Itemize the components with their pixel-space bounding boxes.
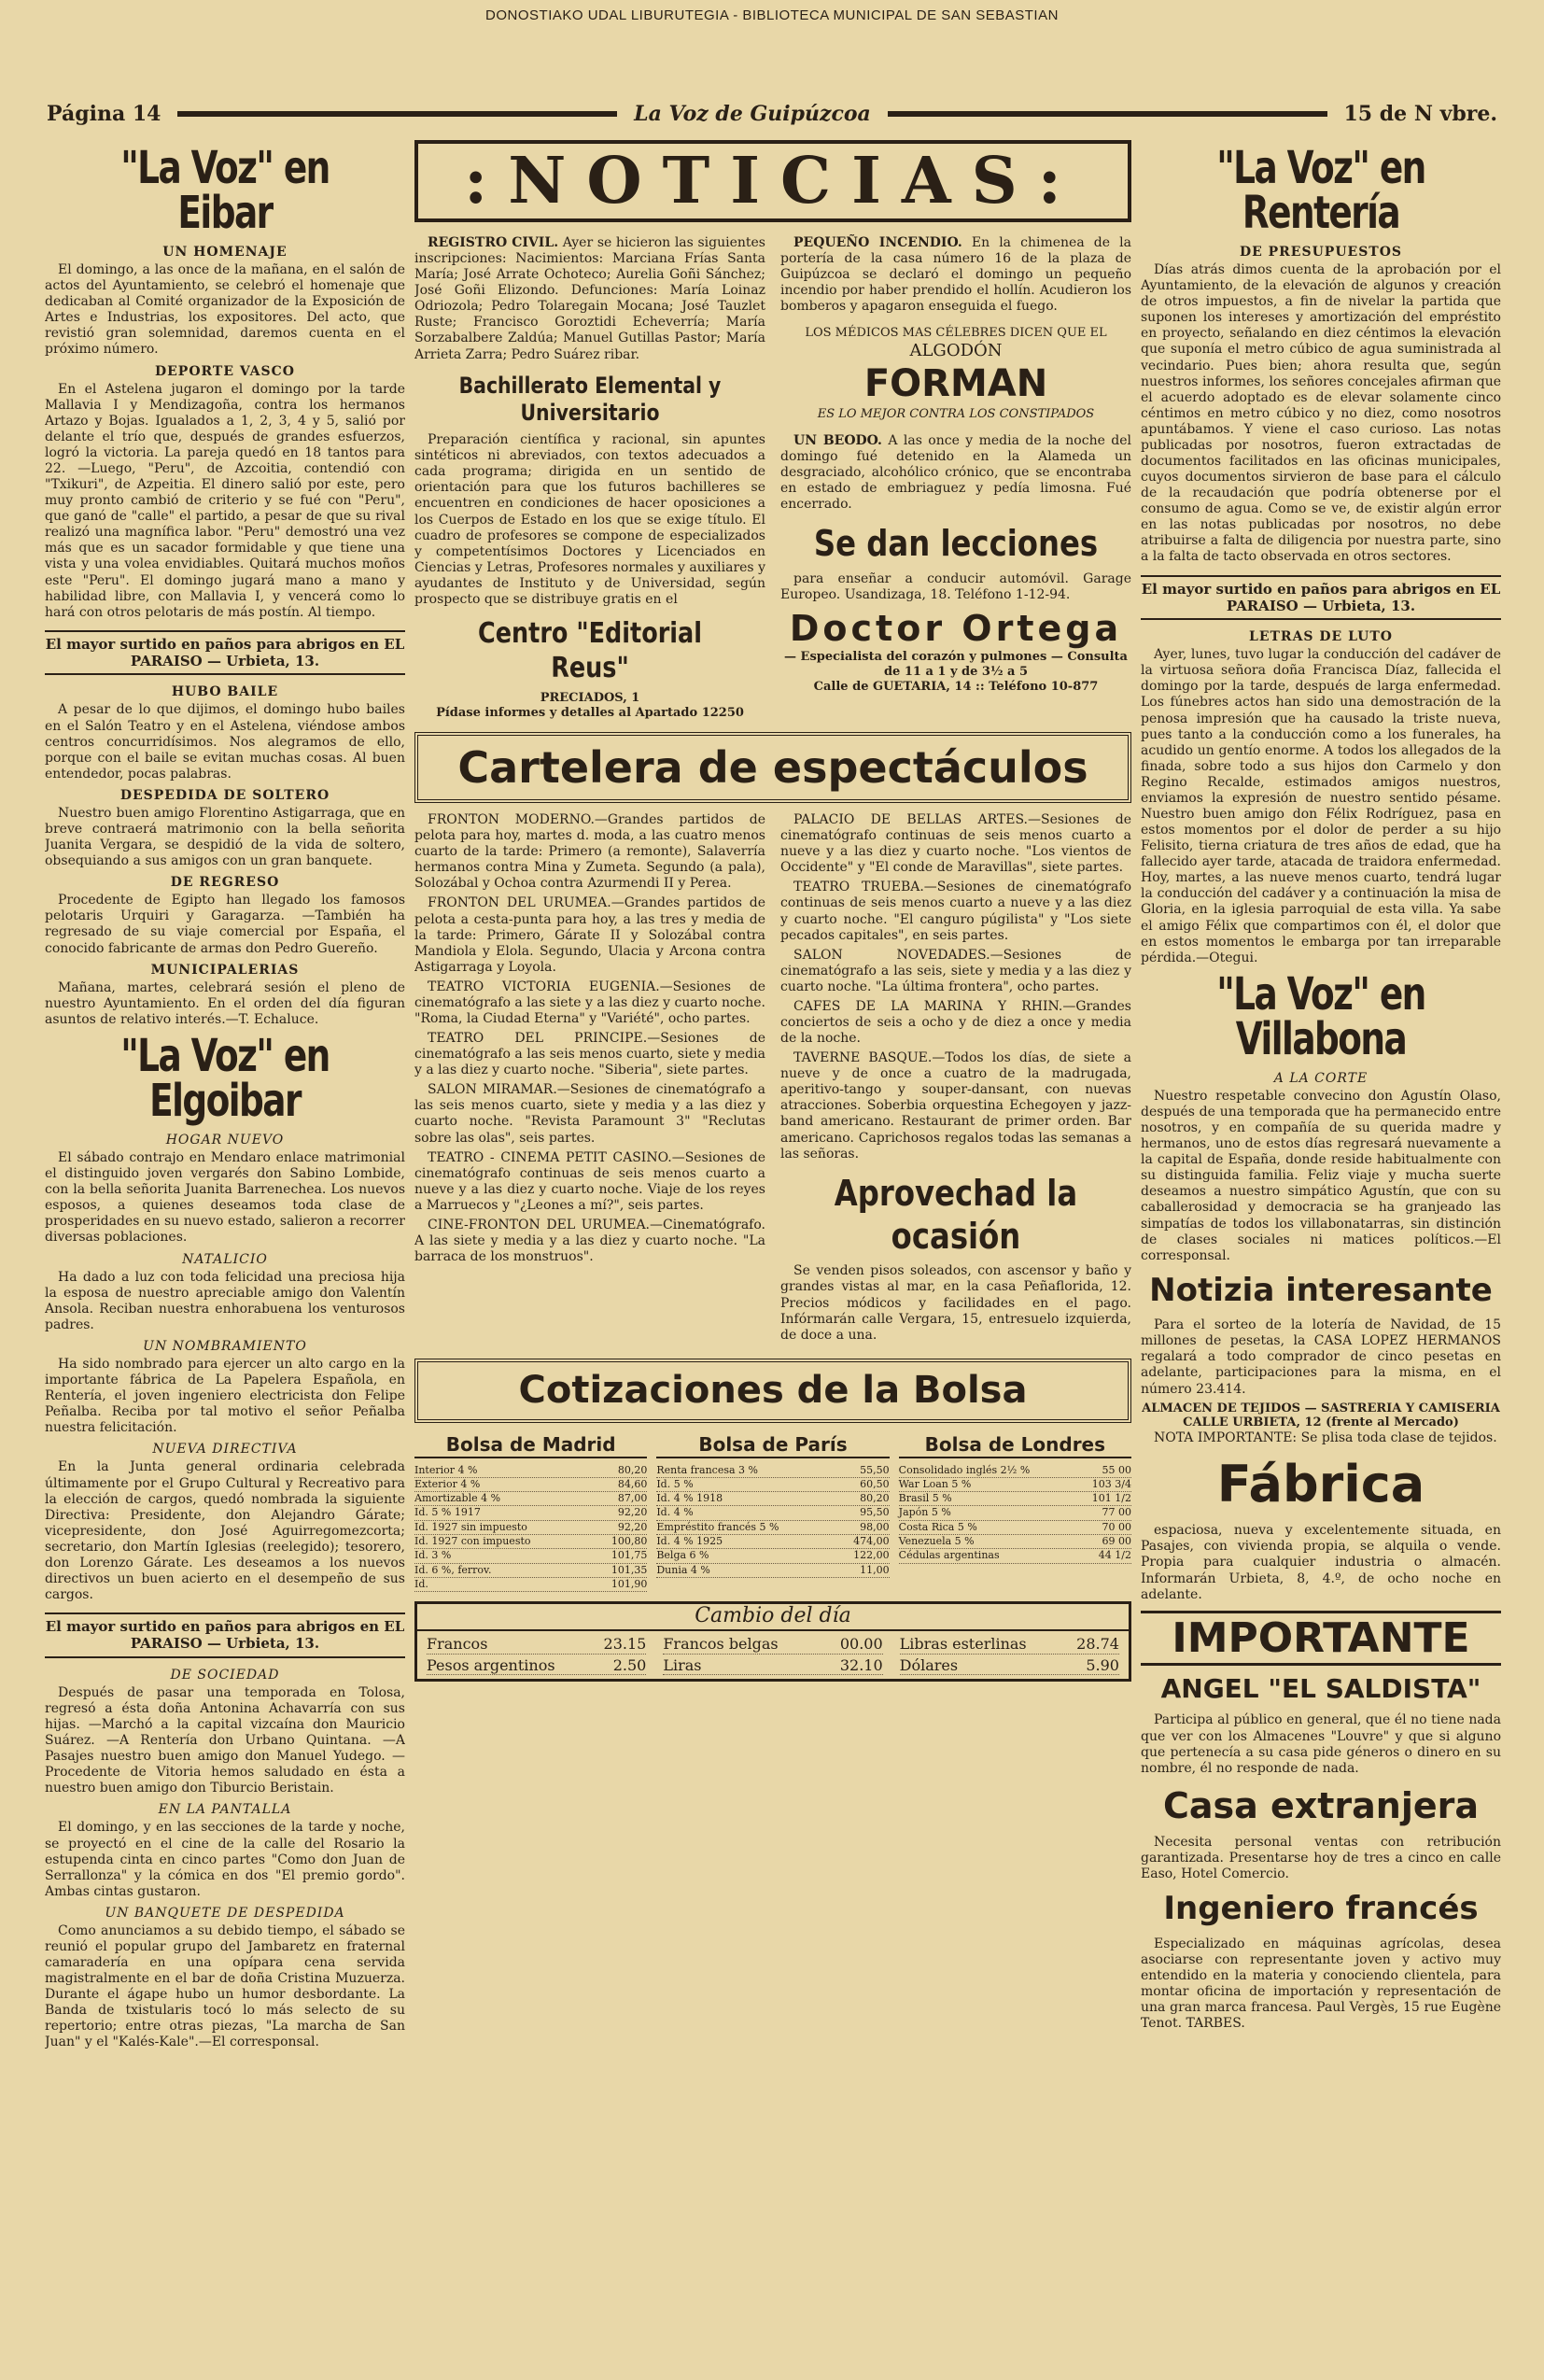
doctor-address: Calle de GUETARIA, 14 :: Teléfono 10-877 bbox=[813, 679, 1099, 694]
security-name: Id. 4 % 1925 bbox=[656, 1535, 723, 1548]
security-price: 11,00 bbox=[860, 1563, 890, 1576]
fabrica-title: Fábrica bbox=[1216, 1455, 1425, 1514]
table-row bbox=[414, 1506, 647, 1520]
listing: TEATRO DEL PRINCIPE.—Sesiones de cinematógrafo a las seis menos cuarto, siete y media y a las diez y cuarto noche. "Siberia", siete partes. bbox=[414, 1031, 765, 1078]
section-text: Mañana, martes, celebrará sesión el pleno de nuestro Ayuntamiento. En el orden del día figuran asuntos de relativo interés.—T. Echaluce. bbox=[45, 979, 405, 1027]
masthead bbox=[47, 101, 1497, 127]
cambio-row bbox=[663, 1656, 882, 1676]
security-name: Venezuela 5 % bbox=[898, 1535, 975, 1548]
security-price: 69 00 bbox=[1102, 1535, 1131, 1548]
elgoibar-title: "La Voz" en Elgoibar bbox=[120, 1029, 330, 1127]
elgoibar-sections-2 bbox=[45, 1668, 405, 2051]
section-text: Como anunciamos a su debido tiempo, el sábado se reunió el popular grupo del Jambaretz en fraternal camaradería en una opípara cena servida magistralmente en el bar de doña Cristina Muzuerza. Durante el ágape hubo un humor desbordante. La Banda de txistularis tocó lo más selecto de su repertorio; entre otras piezas, "La marcha de San Juan" y el "Kalés-Kale".—El corresponsal. bbox=[45, 1922, 405, 2050]
section-text: El domingo, a las once de la mañana, en el salón de actos del Ayuntamiento, se celebró el homenaje que dedicaban al Comité organizador de la Exposición de Artes e Industrias, los expositores. Del acto, que revistió gran solemnidad, daremos cuenta en el próximo número. bbox=[45, 262, 405, 358]
bachillerato-text: Preparación científica y racional, sin apuntes sintéticos ni abreviados, con textos adecuados a cada programa; dirigida en un sentido de orientación para que los futuros bachilleres se encuentren en condiciones de hacer oposiciones a los Cuerpos de Estado en los que se exige título. El cuadro de profesores se compone de especializados y competentísimos Doctores y Licenciados en Ciencias y Letras, Profesores normales y auxiliares y ayudantes de Instituto y de Universidad, según prospecto que se distribuye gratis en el bbox=[414, 432, 765, 607]
notizia-note: NOTA IMPORTANTE: Se plisa toda clase de tejidos. bbox=[1154, 1430, 1497, 1446]
security-name: Dunia 4 % bbox=[656, 1563, 710, 1576]
security-name: Interior 4 % bbox=[414, 1463, 478, 1476]
cartelera-right bbox=[780, 812, 1131, 1347]
bolsa-madrid bbox=[414, 1432, 647, 1593]
currency-rate: 00.00 bbox=[839, 1635, 883, 1654]
section-head: LETRAS DE LUTO bbox=[1249, 629, 1393, 645]
table-row bbox=[414, 1535, 647, 1549]
security-name: Empréstito francés 5 % bbox=[656, 1520, 779, 1533]
security-name: Brasil 5 % bbox=[898, 1492, 952, 1505]
currency-name: Francos belgas bbox=[663, 1635, 779, 1654]
table-row bbox=[899, 1478, 1131, 1492]
security-price: 70 00 bbox=[1102, 1520, 1131, 1533]
cambio-row bbox=[900, 1635, 1119, 1655]
table-row bbox=[899, 1549, 1131, 1563]
security-price: 101,90 bbox=[611, 1577, 648, 1590]
section-head: DE SOCIEDAD bbox=[170, 1667, 280, 1683]
casa-text: Necesita personal ventas con retribución garantizada. Presentarse hoy de tres a cinco en calle Easo, Hotel Comercio. bbox=[1141, 1835, 1501, 1882]
section-head: NUEVA DIRECTIVA bbox=[152, 1442, 298, 1458]
listing: SALON NOVEDADES.—Sesiones de cinematógrafo a las seis, siete y media y a las diez y cuarto noche. "La última frontera", ocho partes. bbox=[780, 947, 1131, 994]
forman-line2: ALGODÓN bbox=[909, 341, 1003, 361]
table-row bbox=[899, 1535, 1131, 1549]
elgoibar-sections bbox=[45, 1133, 405, 1603]
security-price: 101,35 bbox=[611, 1563, 648, 1576]
cambio-row bbox=[663, 1635, 882, 1655]
eibar-sections-2 bbox=[45, 684, 405, 1028]
ingeniero-title: Ingeniero francés bbox=[1163, 1890, 1479, 1928]
ingeniero-text: Especializado en máquinas agrícolas, desea asociarse con representante joven y activo muy entendido en la materia y conociendo clientela, para montar oficina de importación y representación de una gran marca francesa. Paul Vergès, 15 rue Eugène Tenot. TARBES. bbox=[1141, 1936, 1501, 2032]
paraiso-ad: El mayor surtido en paños para abrigos en EL PARAISO — Urbieta, 13. bbox=[45, 630, 405, 676]
currency-name: Libras esterlinas bbox=[899, 1635, 1027, 1654]
paraiso-ad-3: El mayor surtido en paños para abrigos en EL PARAISO — Urbieta, 13. bbox=[1141, 575, 1501, 621]
section-text: Nuestro buen amigo Florentino Astigarraga, que en breve contraerá matrimonio con la bella señorita Juanita Vergara, se despidió de la vida de soltero, obsequiando a sus amigos con un gran banquete. bbox=[45, 805, 405, 869]
section-head: UN BANQUETE DE DESPEDIDA bbox=[105, 1905, 345, 1921]
security-price: 80,20 bbox=[617, 1463, 648, 1476]
section-head: HOGAR NUEVO bbox=[165, 1132, 285, 1148]
noticias-header: :NOTICIAS: bbox=[414, 140, 1131, 222]
security-price: 87,00 bbox=[617, 1492, 648, 1505]
table-row bbox=[414, 1549, 647, 1563]
security-name: Id. 5 % 1917 bbox=[414, 1506, 481, 1519]
forman-line1: LOS MÉDICOS MAS CÉLEBRES DICEN QUE EL bbox=[805, 326, 1107, 341]
eibar-sections bbox=[45, 245, 405, 621]
currency-rate: 5.90 bbox=[1086, 1655, 1119, 1674]
table-row bbox=[656, 1549, 889, 1563]
cambio-row bbox=[427, 1656, 646, 1676]
right-column bbox=[1141, 140, 1501, 2361]
ocasion-title: Aprovechad la ocasión bbox=[834, 1172, 1078, 1258]
section-text: Después de pasar una temporada en Tolosa, regresó a ésta doña Antonina Achavarría con sus hijas. —Marchó a la capital vizcaína don Mauricio Suárez. —A Rentería don Urbano Quintana. —A Pasajes nuestro buen amigo don Manuel Yudego. —Procedente de Vitoria hemos saludado en ésta a nuestro buen amigo don Tiburcio Beristain. bbox=[45, 1684, 405, 1796]
table-row bbox=[899, 1464, 1131, 1478]
section-head: UN HOMENAJE bbox=[162, 245, 288, 260]
bolsa-heading: Bolsa de París bbox=[656, 1432, 889, 1458]
security-price: 100,80 bbox=[611, 1535, 648, 1548]
listing: FRONTON MODERNO.—Grandes partidos de pelota para hoy, martes d. moda, a las cuatro menos cuarto de la tarde: Primero (a remonte), Salaverría hermanos contra Mina y Zumeta. Segundo (a pala), Solozábal y Ochoa contra Azurmendi II y Perea. bbox=[414, 812, 765, 892]
security-price: 101 1/2 bbox=[1091, 1492, 1131, 1505]
pequeno-incendio: PEQUEÑO INCENDIO. En la chimenea de la portería de la casa número 16 de la plaza de Guipúzcoa se declaró el domingo un pequeño incendio por haber prendido el hollín. Acudieron los bomberos y apagaron enseguida el fuego. bbox=[780, 235, 1131, 315]
forman-ad bbox=[780, 326, 1131, 421]
cambio-row bbox=[427, 1635, 646, 1655]
bolsa-heading: Bolsa de Madrid bbox=[414, 1432, 647, 1458]
bolsa-paris bbox=[656, 1432, 889, 1593]
bolsa-tables bbox=[414, 1432, 1131, 1593]
currency-rate: 28.74 bbox=[1076, 1635, 1119, 1654]
villabona-title: "La Voz" en Villabona bbox=[1216, 967, 1425, 1065]
table-row bbox=[656, 1478, 889, 1492]
newspaper-title: La Voz de Guipúzcoa bbox=[634, 102, 871, 126]
section-head: HUBO BAILE bbox=[171, 684, 279, 700]
section-text: Nuestro respetable convecino don Agustín Olaso, después de una temporada que ha permanecido entre nosotros, y en compañía de su querida madre y hermanos, uno de estos días regresará nuevamente a la capital de España, donde reside habitualmente con su distinguida familia. Feliz viaje y mucha suerte deseamos a nuestro simpático Agustín, que con su caballerosidad y democracia se ha granjeado las simpatías de todos los villabonatarras, sin distinción de clases sociales ni matices políticos.—El corresponsal. bbox=[1141, 1088, 1501, 1263]
lecciones-text: para enseñar a conducir automóvil. Garage Europeo. Usandizaga, 18. Teléfono 1-12-94. bbox=[780, 570, 1131, 602]
notizia-text: Para el sorteo de la lotería de Navidad, de 15 millones de pesetas, la CASA LOPEZ HERMANOS regalará a todo comprador de cinco pesetas en adelante, participaciones para la misma, en el número 23.414. bbox=[1141, 1317, 1501, 1397]
security-price: 77 00 bbox=[1102, 1506, 1131, 1519]
eibar-title: "La Voz" en Eibar bbox=[120, 142, 330, 239]
section-text: Ayer, lunes, tuvo lugar la conducción del cadáver de la virtuosa señora doña Francisca Díaz, fallecida el domingo por la tarde, después de larga enfermedad. Los fúnebres actos han sido una demostración de la penosa impresión que ha causado la triste nueva, pues tanto a la conducción como a los funerales, ha acudido un gentío enorme. A todos los allegados de la finada, sobre todo a sus hijos don Carmelo y don Regino Recalde, estimados amigos nuestros, enviamos la expresión de nuestro sentido pésame. Nuestro buen amigo don Félix Rodríguez, pasa en estos momentos por el dolor de perder a su hijo Felisito, tierna criatura de tres años de edad, que ha fallecido ayer tarde, atacada de traidora enfermedad. Hoy, martes, a las nueve menos cuarto, tendrá lugar la conducción del cadáver y a continuación la misa de Gloria, en la iglesia parroquial de esta villa. Ya sabe el amigo Félix que compartimos con él, el dolor que en estos momentos le embarga por tan irreparable pérdida.—Otegui. bbox=[1141, 647, 1501, 965]
table-row bbox=[899, 1492, 1131, 1506]
issue-date: 15 de N vbre. bbox=[1343, 102, 1497, 126]
section-text: En el Astelena jugaron el domingo por la tarde Mallavia I y Mendizagoña, contra los hermanos Artazo y Bojas. Igualados a 1, 2, 3, 4 y 5, salió por delante el trío que, después de grandes esfuerzos, logró la victoria. La pareja quedó en 18 tantos para 22. —Luego, "Peru", de Azcoitia, contendió con "Txikuri", de Azpeitia. El dinero salió por este, pero muy pronto cambió de criterio y se fué con "Peru", que ganó de "calle" el partido, a pesar de que su rival realizó una magnífica labor. "Peru" demostró una vez más que es un sacador formidable y que tiene una vista y una volea envidiables. Quitará muchos moños este "Peru". El domingo jugará mano a mano y habilidad libre, con Mallavia I, y vencerá como lo hará con otros pelotaris de más postín. Al tiempo. bbox=[45, 381, 405, 620]
section-text: A pesar de lo que dijimos, el domingo hubo bailes en el Salón Teatro y en el Astelena, viéndose ambos centros concurridísimos. Nos alegramos de ello, porque con el baile se evitan muchas cosas. Al buen entendedor, pocas palabras. bbox=[45, 702, 405, 782]
table-row bbox=[656, 1521, 889, 1535]
security-name: Id. 1927 con impuesto bbox=[414, 1535, 531, 1548]
listing: PALACIO DE BELLAS ARTES.—Sesiones de cinematógrafo continuas de seis menos cuarto a nueve y a las diez y cuarto noche. "Los vientos de Occidente" y "El conde de Maravillas", siete partes. bbox=[780, 812, 1131, 876]
security-name: Id. 1927 sin impuesto bbox=[414, 1520, 527, 1533]
listing: TEATRO - CINEMA PETIT CASINO.—Sesiones de cinematógrafo continuas de seis menos cuarto a nueve y a las diez y cuarto noche. Viaje de los reyes a Marruecos y "¿Leones a mí?", seis partes. bbox=[414, 1149, 765, 1213]
table-row bbox=[899, 1521, 1131, 1535]
security-name: Belga 6 % bbox=[656, 1549, 709, 1562]
renteria-title: "La Voz" en Rentería bbox=[1216, 142, 1425, 239]
security-price: 55,50 bbox=[860, 1463, 890, 1476]
cambio-title: Cambio del día bbox=[417, 1604, 1129, 1631]
cartelera-left bbox=[414, 812, 765, 1347]
table-row bbox=[656, 1535, 889, 1549]
security-name: Id. 4 % 1918 bbox=[656, 1492, 723, 1505]
reus-info: Pídase informes y detalles al Apartado 12250 bbox=[436, 706, 744, 721]
cambio-row bbox=[900, 1656, 1119, 1676]
doctor-text: — Especialista del corazón y pulmones — Consulta de 11 a 1 y de 3½ a 5 bbox=[784, 650, 1128, 679]
listing: CAFES DE LA MARINA Y RHIN.—Grandes conciertos de seis a ocho y de diez a once y media de la noche. bbox=[780, 998, 1131, 1047]
listing: TAVERNE BASQUE.—Todos los días, de siete a nueve y de once a cuatro de la madrugada, aperitivo-tango y souper-dansant, con nuevas atracciones. Soberbia orquestina Echegoyen y jazz-band americano. Restaurant de primer orden. Bar americano. Caprichosos regalos todas las semanas a las señoras. bbox=[780, 1050, 1131, 1162]
listing: SALON MIRAMAR.—Sesiones de cinematógrafo a las seis menos cuarto, siete y media y a las diez y cuarto noche. "Revista Paramount 3" "Reclutas sobre las olas", seis partes. bbox=[414, 1082, 765, 1146]
security-name: War Loan 5 % bbox=[898, 1477, 972, 1490]
section-text: Ha dado a luz con toda felicidad una preciosa hija la esposa de nuestro apreciable amigo don Valentín Ansola. Reciban nuestra enhorabuena los venturosos padres. bbox=[45, 1269, 405, 1332]
section-head: DEPORTE VASCO bbox=[155, 363, 295, 379]
section-head: A LA CORTE bbox=[1273, 1070, 1369, 1086]
currency-name: Liras bbox=[663, 1655, 702, 1674]
table-row bbox=[414, 1478, 647, 1492]
section-text: El domingo, y en las secciones de la tarde y noche, se proyectó en el cine de la calle del Rosario la estupenda cinta en cinco partes "Como don Juan de Serrallonza" y la cómica en dos "El premio gordo". Ambas cintas gustaron. bbox=[45, 1820, 405, 1899]
table-row bbox=[656, 1564, 889, 1578]
table-row bbox=[899, 1506, 1131, 1520]
page-number: Página 14 bbox=[47, 102, 161, 126]
listing: FRONTON DEL URUMEA.—Grandes partidos de pelota a cesta-punta para hoy, a las tres y media de la tarde: Primero, Gárate II y Solozábal contra Mandiola y Elola. Segundo, Ulacia y Arcona contra Astigarraga y Loyola. bbox=[414, 895, 765, 975]
table-row bbox=[656, 1464, 889, 1478]
security-name: Id. 5 % bbox=[656, 1477, 694, 1490]
table-row bbox=[656, 1506, 889, 1520]
listing: TEATRO TRUEBA.—Sesiones de cinematógrafo continuas de seis menos cuarto a nueve y a las diez y cuarto noche. "El canguro púgilista" y "Los siete pecados capitales", en seis partes. bbox=[780, 880, 1131, 943]
security-name: Id. 4 % bbox=[656, 1506, 694, 1519]
bolsa-heading: Bolsa de Londres bbox=[899, 1432, 1131, 1458]
notizia-title: Notizia interesante bbox=[1149, 1271, 1493, 1309]
security-name: Id. bbox=[414, 1577, 428, 1590]
table-row bbox=[414, 1564, 647, 1578]
section-text: El sábado contrajo en Mendaro enlace matrimonial el distinguido joven vergarés don Sabino Lombide, con la bella señorita Juanita Barrenechea. Los nuevos esposos, a quienes deseamos toda clase de prosperidades en su nuevo estado, salieron a recorrer diversas poblaciones. bbox=[45, 1150, 405, 1246]
table-row bbox=[414, 1521, 647, 1535]
reus-title: Centro "Editorial Reus" bbox=[477, 617, 702, 684]
cartelera-body bbox=[414, 812, 1131, 1347]
cambio-box bbox=[414, 1601, 1131, 1682]
section-head: UN NOMBRAMIENTO bbox=[143, 1338, 307, 1354]
forman-brand: FORMAN bbox=[863, 362, 1048, 406]
security-price: 84,60 bbox=[617, 1477, 648, 1490]
currency-name: Pesos argentinos bbox=[427, 1655, 555, 1674]
registro-civil: REGISTRO CIVIL. Ayer se hicieron las siguientes inscripciones: Nacimientos: Marciana Frías Santa María; José Arrate Ochoteco; Aurelia Goñi Sánchez; José Goñi Elizondo. Defunciones: María Loinaz Odriozola; Pedro Tolaregain Mocana; José Tauzlet Ruste; Francisco Goroztidi Echeverría; María Sorzabalbere Zaldúa; Manuel Gutillas Pastor; María Arrieta Zarra; Pedro Suárez ribar. bbox=[414, 235, 765, 362]
security-name: Costa Rica 5 % bbox=[898, 1520, 977, 1533]
currency-name: Dólares bbox=[899, 1655, 959, 1674]
listing: TEATRO VICTORIA EUGENIA.—Sesiones de cinematógrafo a las siete y a las diez y cuarto noche. "Roma, la Ciudad Eterna" y "Variété", ocho partes. bbox=[414, 979, 765, 1026]
cartelera-title: Cartelera de espectáculos bbox=[414, 732, 1131, 803]
fabrica-text: espaciosa, nueva y excelentemente situada, en Pasajes, con vivienda propia, se alquila o vende. Propia para cualquier industria o almacén. Informarán Urbieta, 8, 4.º, de ocho noche en adelante. bbox=[1141, 1523, 1501, 1602]
paraiso-ad-2: El mayor surtido en paños para abrigos en EL PARAISO — Urbieta, 13. bbox=[45, 1612, 405, 1658]
notizia-store: ALMACEN DE TEJIDOS — SASTRERIA Y CAMISERIA bbox=[1142, 1401, 1500, 1415]
listing: CINE-FRONTON DEL URUMEA.—Cinematógrafo. A las siete y media y a las diez y cuarto noche. "La barraca de los monstruos". bbox=[414, 1217, 765, 1265]
security-price: 95,50 bbox=[860, 1506, 890, 1519]
importante-title: IMPORTANTE bbox=[1141, 1611, 1501, 1667]
left-column bbox=[45, 140, 405, 2361]
noticias-col-b bbox=[780, 235, 1131, 721]
security-name: Amortizable 4 % bbox=[414, 1492, 501, 1505]
forman-line3: ES LO MEJOR CONTRA LOS CONSTIPADOS bbox=[817, 407, 1095, 421]
table-row bbox=[414, 1578, 647, 1592]
section-head: NATALICIO bbox=[182, 1251, 268, 1267]
notizia-address: CALLE URBIETA, 12 (frente al Mercado) bbox=[1183, 1415, 1459, 1430]
masthead-rule-left bbox=[177, 111, 617, 117]
currency-rate: 2.50 bbox=[612, 1655, 647, 1674]
bachillerato-title: Bachillerato Elemental y Universitario bbox=[458, 372, 722, 426]
security-name: Exterior 4 % bbox=[414, 1477, 481, 1490]
section-head: EN LA PANTALLA bbox=[158, 1802, 292, 1818]
security-price: 474,00 bbox=[853, 1535, 890, 1548]
lecciones-title: Se dan lecciones bbox=[813, 523, 1099, 565]
noticias-col-a bbox=[414, 235, 765, 721]
security-price: 60,50 bbox=[860, 1477, 890, 1490]
section-head: DE REGRESO bbox=[170, 875, 280, 891]
section-head: DESPEDIDA DE SOLTERO bbox=[119, 787, 330, 803]
security-price: 101,75 bbox=[611, 1549, 648, 1562]
renteria-sections bbox=[1141, 245, 1501, 566]
currency-rate: 32.10 bbox=[839, 1655, 883, 1674]
masthead-rule-right bbox=[888, 111, 1327, 117]
security-name: Id. 3 % bbox=[414, 1549, 452, 1562]
section-head: DE PRESUPUESTOS bbox=[1239, 245, 1403, 260]
saldista-text: Participa al público en general, que él no tiene nada que ver con los Almacenes "Louvre" y que si alguno que pertenecía a su casa pide géneros o dinero en su nombre, él no responde de nada. bbox=[1141, 1712, 1501, 1776]
table-row bbox=[414, 1492, 647, 1506]
security-price: 55 00 bbox=[1102, 1463, 1131, 1476]
section-text: Ha sido nombrado para ejercer un alto cargo en la importante fábrica de La Papelera Española, en Rentería, el joven ingeniero electricista don Felipe Peñalba. Reciba por tal motivo el señor Peñalba nuestra felicitación. bbox=[45, 1356, 405, 1436]
security-name: Consolidado inglés 2½ % bbox=[898, 1463, 1031, 1476]
cambio-grid bbox=[417, 1631, 1129, 1679]
archive-banner: DONOSTIAKO UDAL LIBURUTEGIA - BIBLIOTECA MUNICIPAL DE SAN SEBASTIAN bbox=[485, 7, 1059, 23]
security-price: 103 3/4 bbox=[1091, 1477, 1131, 1490]
security-price: 98,00 bbox=[860, 1520, 890, 1533]
bolsa-londres bbox=[899, 1432, 1131, 1593]
section-text: Días atrás dimos cuenta de la aprobación por el Ayuntamiento, de la elevación de algunos y creación de otros impuestos, a fin de nivelar la partida que suponen los intereses y amortización del empréstito en proyecto, señalando en diez céntimos la elevación que suponía el metro cúbico de agua suministrada al vecindario. Pues bien; ahora resulta que, según nuestros informes, los señores concejales afirman que el acuerdo adoptado es de elevar solamente cinco céntimos en metro cúbico y no diez, como nosotros apuntábamos. Y viene el caso curioso. Las notas publicadas por nosotros, fueron extractadas de documentos facilitados en las oficinas municipales, cuyos documentos sirvieron de base para el cálculo de la recaudación que podría obtenerse por el consumo de agua. Como se ve, de existir algún error en las notas publicadas por nosotros, no debe atribuirse a falta de diligencia por nuestra parte, sino a la falta de tacto observada en otros sectores. bbox=[1141, 262, 1501, 565]
security-name: Id. 6 %, ferrov. bbox=[414, 1563, 492, 1576]
security-name: Japón 5 % bbox=[898, 1506, 951, 1519]
ocasion-text: Se venden pisos soleados, con ascensor y baño y grandes vistas al mar, en la casa Peñaflorida, 12. Precios módicos y facilidades en el pago. Infórmarán calle Vergara, 15, entresuelo izquierda, de doce a una. bbox=[780, 1263, 1131, 1343]
bolsa-title: Cotizaciones de la Bolsa bbox=[414, 1359, 1131, 1423]
security-price: 92,20 bbox=[617, 1506, 648, 1519]
saldista-title: ANGEL "EL SALDISTA" bbox=[1160, 1673, 1481, 1705]
noticias-body bbox=[414, 235, 1131, 721]
doctor-title: Doctor Ortega bbox=[789, 607, 1123, 649]
security-price: 122,00 bbox=[853, 1549, 890, 1562]
villabona-sections bbox=[1141, 1071, 1501, 1264]
section-text: En la Junta general ordinaria celebrada últimamente por el Grupo Cultural y Recreativo para la elección de cargos, quedó nombrada la siguiente Directiva: Presidente, don Alejandro Gárate; vicepresidente, don José Aguirregomezcorta; secretario, don Martín Iglesias (reelegido); tesorero, don Lorenzo Gárate. Les deseamos a los nuevos directivos un buen acierto en el desempeño de sus cargos. bbox=[45, 1459, 405, 1603]
currency-rate: 23.15 bbox=[603, 1635, 647, 1654]
beodo: UN BEODO. A las once y media de la noche del domingo fué detenido en la Alameda un desgraciado, alcohólico crónico, que se encontraba en estado de embriaguez y pedía limosna. Fué encerrado. bbox=[780, 432, 1131, 513]
casa-title: Casa extranjera bbox=[1162, 1784, 1480, 1826]
renteria-sections-2 bbox=[1141, 629, 1501, 966]
security-name: Renta francesa 3 % bbox=[656, 1463, 758, 1476]
security-name: Cédulas argentinas bbox=[898, 1549, 1000, 1562]
security-price: 80,20 bbox=[860, 1492, 890, 1505]
section-text: Procedente de Egipto han llegado los famosos pelotaris Urquiri y Garagarza. —También ha regresado de su viaje comercial por España, el conocido fabricante de armas don Pedro Guereño. bbox=[45, 893, 405, 956]
middle-column bbox=[414, 140, 1131, 2361]
reus-address: PRECIADOS, 1 bbox=[540, 691, 640, 706]
table-row bbox=[414, 1464, 647, 1478]
security-price: 92,20 bbox=[617, 1520, 648, 1533]
section-head: MUNICIPALERIAS bbox=[150, 962, 300, 978]
currency-name: Francos bbox=[427, 1635, 488, 1654]
cartelera-right-list bbox=[780, 812, 1131, 1162]
table-row bbox=[656, 1492, 889, 1506]
security-price: 44 1/2 bbox=[1098, 1549, 1131, 1562]
